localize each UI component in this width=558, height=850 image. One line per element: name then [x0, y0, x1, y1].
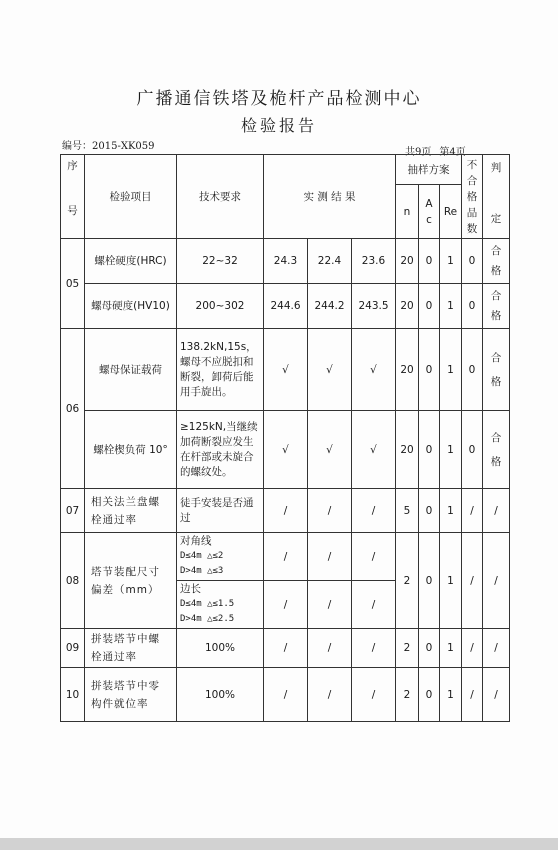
ac-header [419, 185, 440, 239]
row-judgement-text: 合格 [490, 351, 502, 388]
table-row [61, 239, 510, 284]
row-n: 2 [396, 668, 419, 722]
row-seq: 05 [61, 239, 85, 329]
row-result-1: / [264, 489, 308, 533]
row-item: 螺栓硬度(HRC) [85, 239, 177, 284]
scan-bottom-edge [0, 838, 558, 850]
row-re: 1 [440, 284, 462, 329]
header-row [61, 155, 510, 185]
row-re: 1 [440, 668, 462, 722]
row-judgement [483, 329, 510, 411]
row-result-1: 244.6 [264, 284, 308, 329]
row-judgement [483, 411, 510, 489]
row-result-1: / [264, 533, 308, 581]
row-ac: 0 [419, 629, 440, 668]
report-title: 检验报告 [240, 116, 317, 135]
row-result-2: / [308, 533, 352, 581]
row-result-1: / [264, 629, 308, 668]
row-ac: 0 [419, 284, 440, 329]
row-failed: 0 [462, 329, 483, 411]
row-judgement-text: 合格 [490, 431, 502, 468]
row-result-2: / [308, 668, 352, 722]
row-seq: 06 [61, 329, 85, 489]
failed-count-header [462, 155, 483, 239]
center-name: 广播通信铁塔及桅杆产品检测中心 [136, 89, 422, 109]
row-requirement: 138.2kN,15s，螺母不应脱扣和断裂，卸荷后能用手旋出。 [177, 329, 264, 411]
requirement-line: D≤4m △≤1.5 [180, 599, 235, 609]
table-row [61, 329, 510, 411]
row-seq: 10 [61, 668, 85, 722]
row-result-2: √ [308, 411, 352, 489]
ac-header-text: A c [425, 197, 433, 226]
requirement-line: 对角线 [180, 535, 212, 547]
row-judgement: / [483, 629, 510, 668]
row-judgement [483, 284, 510, 329]
sampling-header: 抽样方案 [396, 155, 462, 185]
row-item: 塔节装配尺寸偏差（mm） [85, 533, 177, 629]
row-ac: 0 [419, 668, 440, 722]
row-n: 20 [396, 329, 419, 411]
item-header: 检验项目 [85, 155, 177, 239]
row-result-1: / [264, 668, 308, 722]
row-requirement: ≥125kN,当继续加荷断裂应发生在杆部或未旋合的螺纹处。 [177, 411, 264, 489]
row-judgement: / [483, 489, 510, 533]
table-row [61, 533, 510, 581]
row-n: 2 [396, 629, 419, 668]
row-ac: 0 [419, 239, 440, 284]
requirement-line: D>4m △≤3 [180, 566, 224, 576]
row-re: 1 [440, 533, 462, 629]
row-result-1: / [264, 581, 308, 629]
row-judgement-text: 合格 [490, 245, 502, 277]
row-result-3: / [352, 489, 396, 533]
re-header: Re [440, 185, 462, 239]
row-seq: 07 [61, 489, 85, 533]
row-result-3: / [352, 629, 396, 668]
row-item: 拼装塔节中零构件就位率 [85, 668, 177, 722]
row-item: 螺母硬度(HV10) [85, 284, 177, 329]
row-n: 20 [396, 239, 419, 284]
table-row [61, 668, 510, 722]
row-n: 20 [396, 411, 419, 489]
row-requirement: 徒手安装是否通过 [177, 489, 264, 533]
row-failed: 0 [462, 284, 483, 329]
row-failed: / [462, 489, 483, 533]
row-result-2: 244.2 [308, 284, 352, 329]
requirement-line: D≤4m △≤2 [180, 551, 224, 561]
row-re: 1 [440, 629, 462, 668]
row-judgement-text: 合格 [490, 290, 502, 322]
row-result-2: / [308, 581, 352, 629]
row-n: 20 [396, 284, 419, 329]
row-result-2: √ [308, 329, 352, 411]
judge-header-bottom: 定 [490, 213, 502, 225]
row-failed: / [462, 668, 483, 722]
row-requirement [177, 581, 264, 629]
row-n: 2 [396, 533, 419, 629]
row-result-2: / [308, 489, 352, 533]
row-failed: 0 [462, 239, 483, 284]
n-header: n [396, 185, 419, 239]
row-item: 螺栓楔负荷 10° [85, 411, 177, 489]
seq-header-bottom: 号 [67, 205, 78, 217]
row-judgement: / [483, 533, 510, 629]
row-re: 1 [440, 411, 462, 489]
row-failed: 0 [462, 411, 483, 489]
row-result-1: 24.3 [264, 239, 308, 284]
row-judgement: / [483, 668, 510, 722]
judge-header-top: 判 [490, 162, 502, 174]
row-n: 5 [396, 489, 419, 533]
requirement-line: 边长 [180, 583, 201, 595]
row-re: 1 [440, 489, 462, 533]
row-failed: / [462, 629, 483, 668]
judge-header [483, 155, 510, 239]
row-result-3: / [352, 668, 396, 722]
row-judgement [483, 239, 510, 284]
row-result-1: √ [264, 329, 308, 411]
row-requirement [177, 533, 264, 581]
row-requirement: 22~32 [177, 239, 264, 284]
row-result-3: 243.5 [352, 284, 396, 329]
total-pages: 共9页 [405, 147, 432, 158]
row-requirement: 100% [177, 629, 264, 668]
row-result-3: √ [352, 411, 396, 489]
row-requirement: 100% [177, 668, 264, 722]
row-result-3: 23.6 [352, 239, 396, 284]
current-page: 第4页 [439, 147, 466, 158]
row-item: 拼装塔节中螺栓通过率 [85, 629, 177, 668]
seq-header-top: 序 [67, 160, 78, 172]
results-header: 实 测 结 果 [264, 155, 396, 239]
seq-header [61, 155, 85, 239]
row-ac: 0 [419, 329, 440, 411]
inspection-table [60, 154, 510, 722]
table-row [61, 629, 510, 668]
table-row [61, 411, 510, 489]
row-item: 螺母保证载荷 [85, 329, 177, 411]
table-row [61, 284, 510, 329]
row-result-2: / [308, 629, 352, 668]
row-result-2: 22.4 [308, 239, 352, 284]
row-requirement: 200~302 [177, 284, 264, 329]
row-item: 相关法兰盘螺栓通过率 [85, 489, 177, 533]
row-re: 1 [440, 239, 462, 284]
requirement-line: D>4m △≤2.5 [180, 614, 235, 624]
row-failed: / [462, 533, 483, 629]
row-result-1: √ [264, 411, 308, 489]
failed-count-text: 不合格品数 [466, 158, 478, 235]
row-result-3: / [352, 581, 396, 629]
row-result-3: / [352, 533, 396, 581]
row-ac: 0 [419, 533, 440, 629]
row-seq: 09 [61, 629, 85, 668]
row-re: 1 [440, 329, 462, 411]
table-row [61, 489, 510, 533]
serial-number: 编号：2015-XK059 [62, 141, 155, 152]
row-seq: 08 [61, 533, 85, 629]
row-ac: 0 [419, 489, 440, 533]
row-ac: 0 [419, 411, 440, 489]
requirement-header: 技术要求 [177, 155, 264, 239]
row-result-3: √ [352, 329, 396, 411]
